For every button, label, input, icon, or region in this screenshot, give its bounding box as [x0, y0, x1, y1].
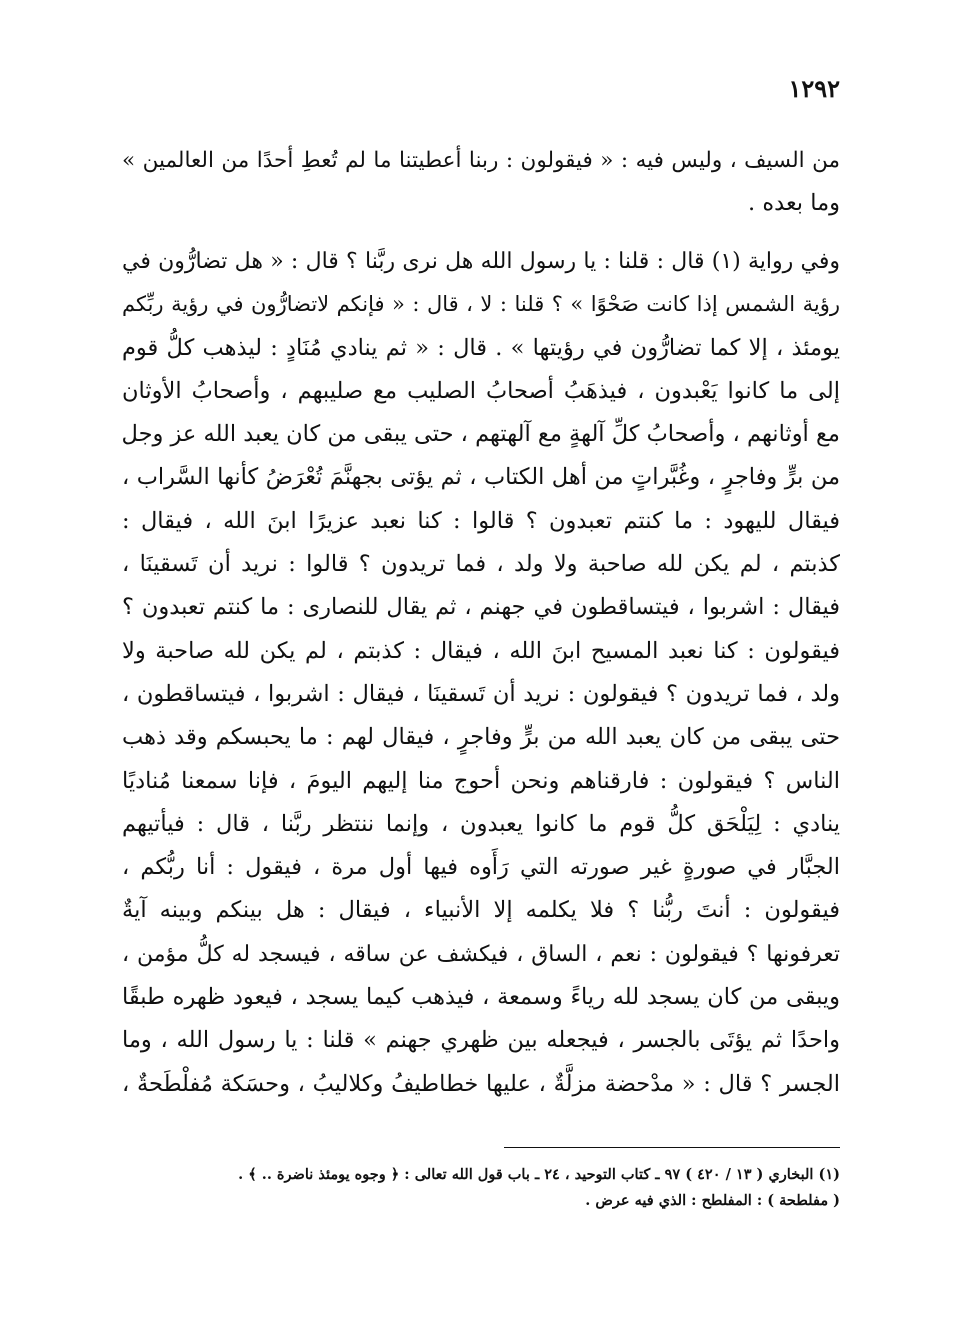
footnotes — [122, 1162, 840, 1214]
text-line: الجسر ؟ قال : « مدْحضة مزلَّةٌ ، عليها خطاطيفُ وكلاليبُ ، وحسَكة مُفلْطَحةٌ ، — [122, 1070, 840, 1097]
text-line: ينادي : لِيَلْحَق كلُّ قوم ما كانوا يعبدون ، وإنما ننتظر ربَّنا ، قال : فيأتيهم — [122, 810, 840, 837]
text-line: تعرفونها ؟ فيقولون : نعم ، الساق ، فيكشف عن ساقه ، فيسجد له كلُّ مؤمن ، — [122, 941, 840, 967]
page-number: ١٢٩٢ — [788, 74, 840, 103]
text-line: فيقال : اشربوا ، فيتساقطون في جهنم ، ثم يقال للنصارى : ما كنتم تعبدون ؟ — [122, 594, 840, 621]
text-line: الجبَّار في صورةٍ غير صورته التي رَأَوه فيها أول مرة ، فيقول : أنا ربُّكم ، — [122, 854, 840, 881]
text-line: إلى ما كانوا يَعْبدون ، فيذهَبُ أصحابُ الصليب مع صليبهم ، وأصحابُ الأوثان — [122, 377, 840, 404]
text-line: مع أوثانهم ، وأصحابُ كلِّ آلهةٍ مع آلهتهم ، حتى يبقى من كان يعبد الله عز وجل — [121, 421, 840, 448]
footnote: (١) البخاري ( ١٣ / ٤٢٠ ) ٩٧ ـ كتاب التوحيد ، ٢٤ ـ باب قول الله تعالى : ﴿ وجوه يومئذ ناضرة .. ﴾ . — [238, 1166, 840, 1183]
text-line: ويبقى من كان يسجد لله رياءً وسمعة ، فيذهب كيما يسجد ، فيعود ظهره طبقًا — [122, 984, 840, 1011]
text-line: فيقولون : أنتَ ربُّنا ؟ فلا يكلمه إلا الأنبياء ، فيقال : هل بينكم وبينه آيةٌ — [122, 897, 840, 924]
text-line: رؤية الشمس إذا كانت صَحْوًا » ؟ قلنا : لا ، قال : « فإنكم لاتضارُّون في رؤية ربِّكم — [122, 292, 840, 317]
text-line: فيقولون : كنا نعبد المسيح ابنَ الله ، فيقال : كذبتم ، لم يكن لله صاحبة ولا — [122, 637, 840, 664]
paragraph-1 — [122, 140, 840, 224]
text-line: من برٍّ وفاجرٍ ، وغُبَّراتٍ من أهل الكتاب ، ثم يؤتى بجهنَّمَ تُعْرَضُ كأنها السَّراب ، — [122, 464, 840, 491]
text-line: فيقال لليهود : ما كنتم تعبدون ؟ قالوا : كنا نعبد عزيرًا ابنَ الله ، فيقال : — [122, 507, 840, 534]
footnote: ( مفلطحة ) : المفلطح : الذي فيه عرض . — [585, 1192, 840, 1209]
text-line: من السيف ، وليس فيه : « فيقولون : ربنا أعطيتنا ما لم تُعطِ أحدًا من العالمين » — [122, 148, 840, 173]
text-line: واحدًا ثم يؤتَى بالجسر ، فيجعله بين ظهري جهنم » قلنا : يا رسول الله ، وما — [122, 1027, 840, 1054]
footnote-divider — [504, 1147, 840, 1148]
text-line: حتى يبقى من كان يعبد الله من برٍّ وفاجرٍ ، فيقال لهم : ما يحبسكم وقد ذهب — [122, 724, 840, 751]
text-line: وفي رواية (١) قال : قلنا : يا رسول الله هل نرى ربَّنا ؟ قال : « هل تضارُّون في — [122, 249, 840, 274]
text-line: ولد ، فما تريدون ؟ فيقولون : نريد أن تَسقينَا ، فيقال : اشربوا ، فيتساقطون ، — [122, 680, 840, 707]
text-line: يومئذ ، إلا كما تضارُّون في رؤيتها » . قال : « ثم ينادي مُنَادٍ : ليذهب كلُّ قوم — [122, 334, 840, 361]
text-line: وما بعده . — [748, 190, 840, 216]
text-line: كذبتم ، لم يكن لله صاحبة ولا ولد ، فما تريدون ؟ قالوا : نريد أن تَسقينَا ، — [122, 551, 840, 578]
text-line: الناس ؟ فيقولون : فارقناهم ونحن أحوج منا إليهم اليومَ ، فإنا سمعنا مُناديًا — [122, 767, 840, 794]
paragraph-2 — [122, 240, 840, 1106]
